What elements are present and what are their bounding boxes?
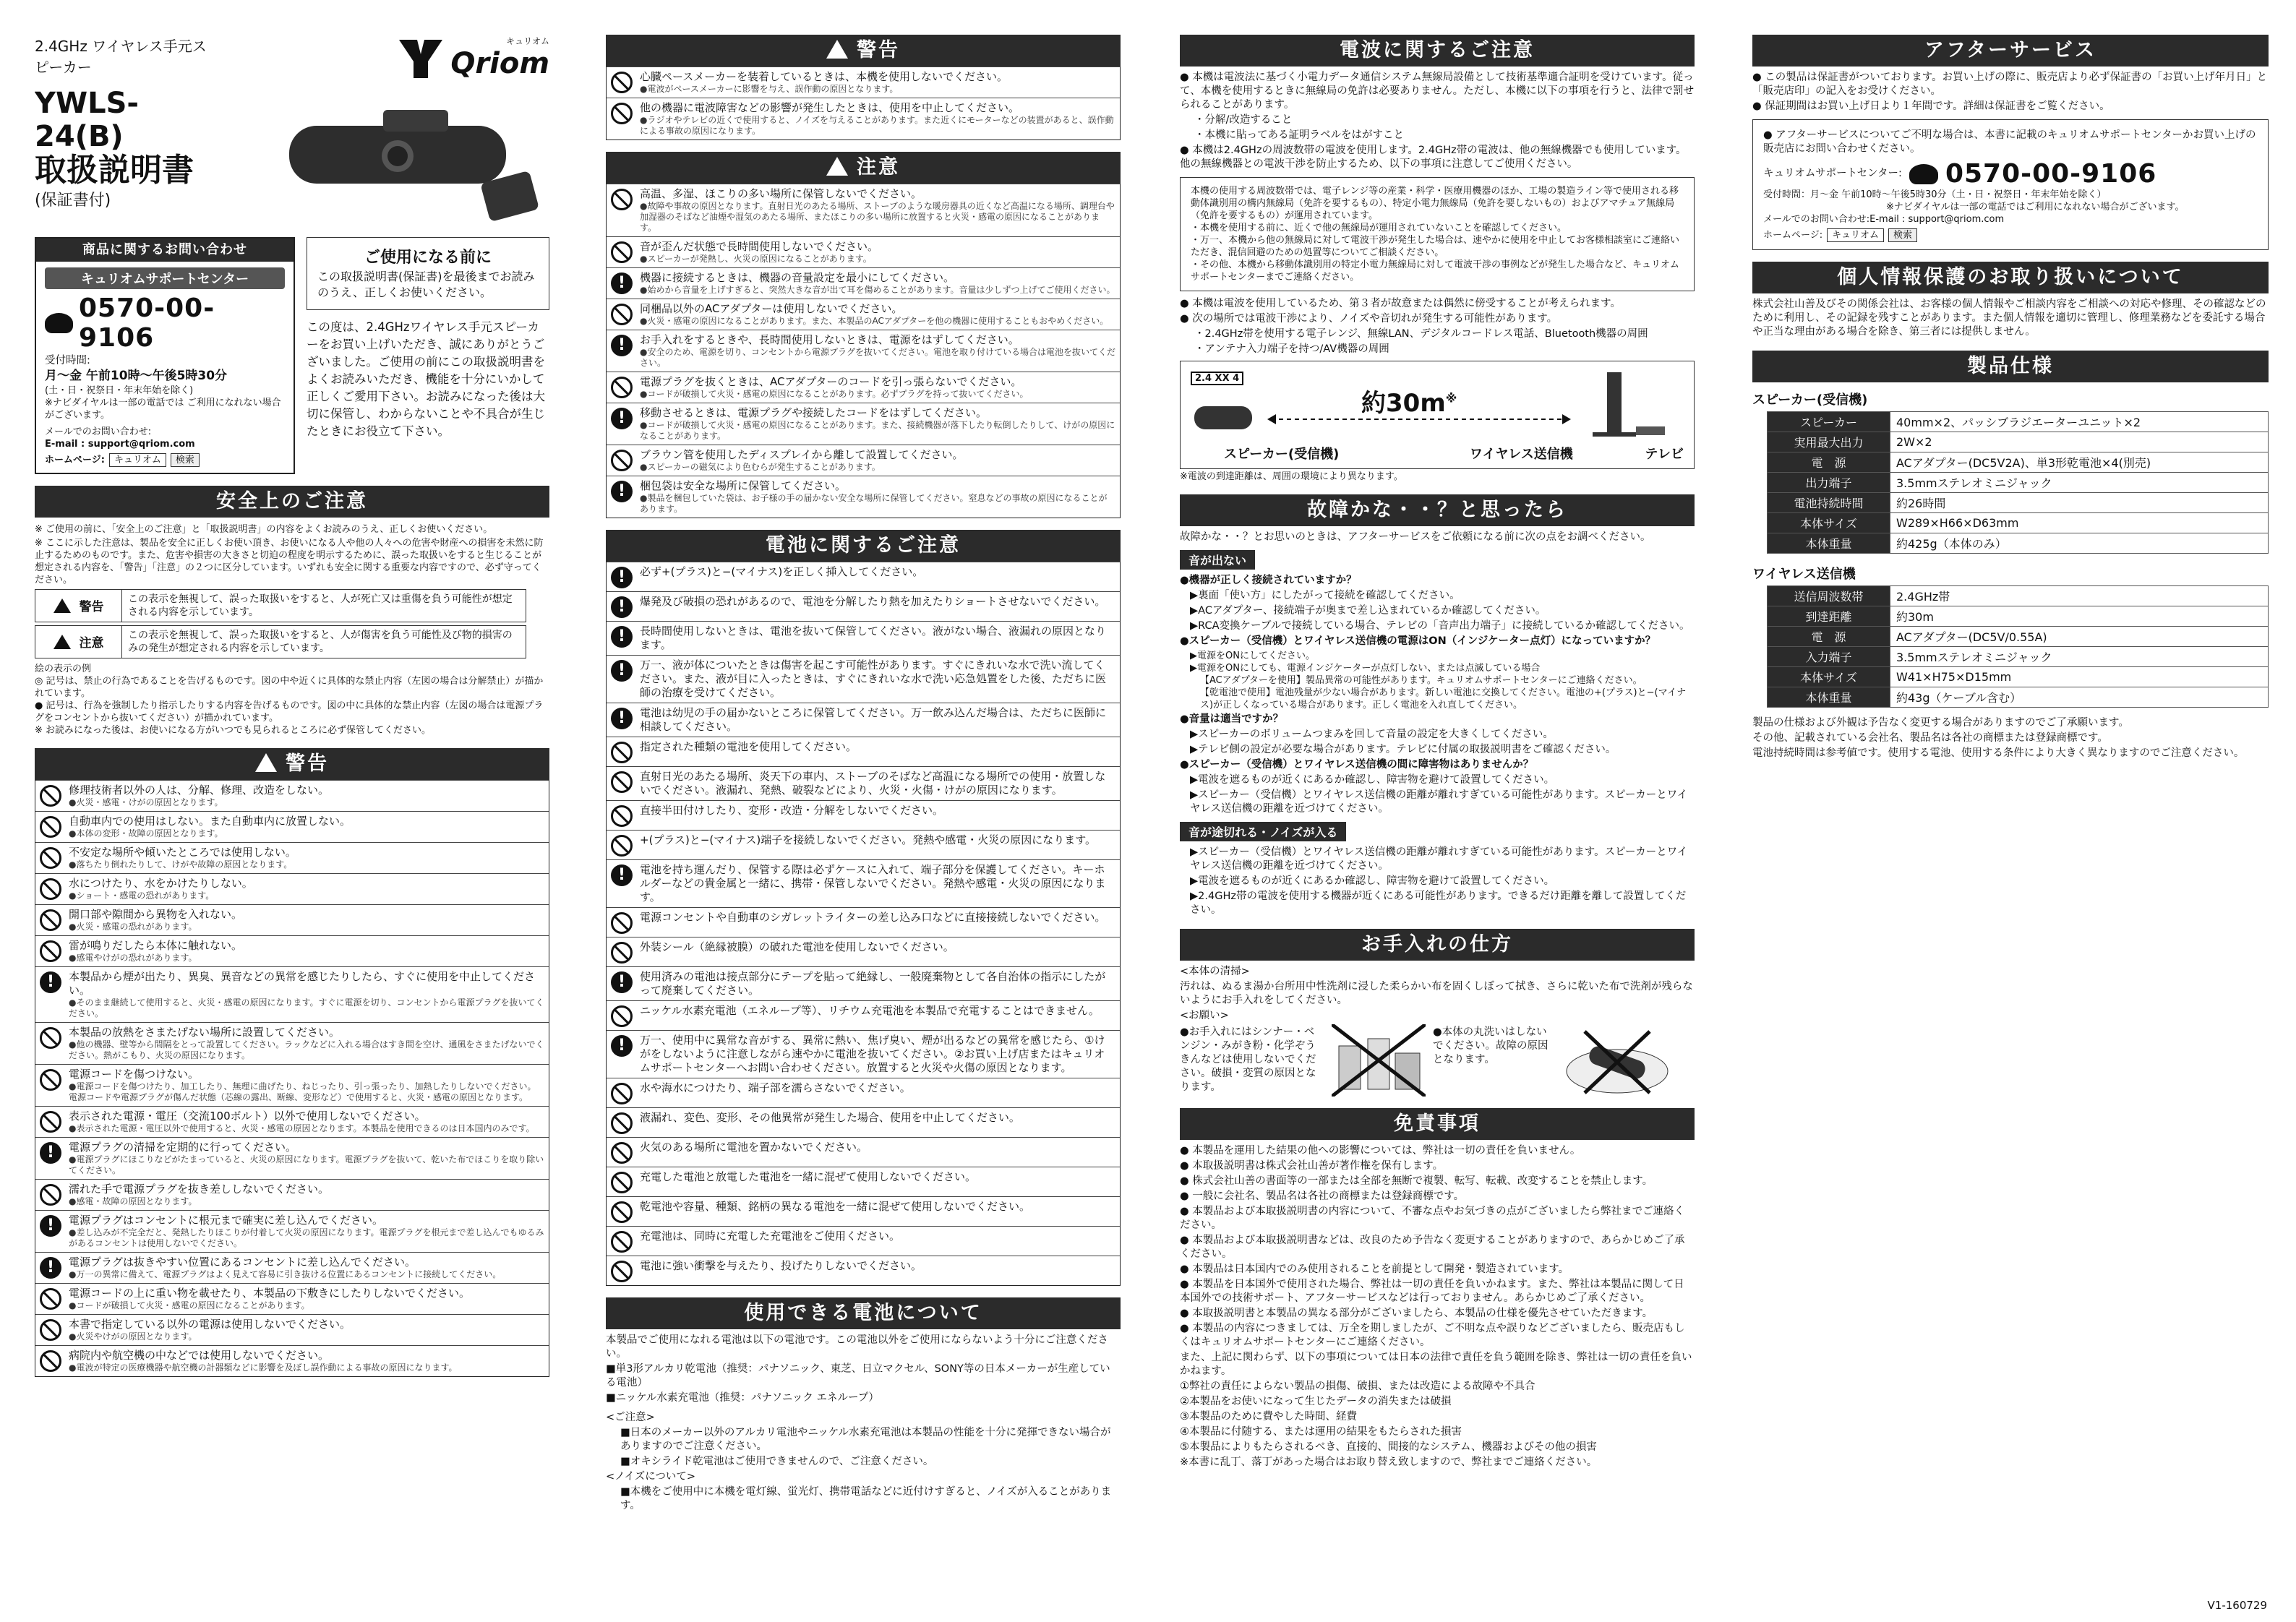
- homepage-search-field[interactable]: キュリオム: [1827, 228, 1884, 242]
- spec-row: [1768, 647, 2269, 667]
- spec-key: 電 源: [1768, 452, 1890, 473]
- warning1-item: [35, 1106, 549, 1137]
- transmitter-spec-table: [1767, 585, 2269, 708]
- item-detail: ●電波がペースメーカーに影響を与え、誤作動の原因となります。: [640, 84, 899, 94]
- spec-value: 3.5mmステレオミニジャック: [1890, 647, 2269, 667]
- caution-item: [607, 330, 1120, 372]
- disclaimer-item: ● 本製品を運用した結果の他への影響については、弊社は一切の責任を負いません。: [1180, 1145, 1581, 1157]
- battery_caution-item: [607, 737, 1120, 766]
- caution-item: [607, 184, 1120, 236]
- prohibited-icon: [611, 742, 633, 763]
- item-detail: ●表示された電源・電圧以外で使用すると、火災・感電の原因となります。本製品を使用できるのは日本国内のみです。: [69, 1123, 535, 1133]
- item-text: 直接半田付けしたり、変形・改造・分解をしないでください。: [640, 804, 944, 817]
- spec-row: [1768, 513, 2269, 533]
- instruction-icon: [611, 626, 633, 648]
- prohibited-icon: [611, 72, 633, 93]
- product-subtitle: 2.4GHz ワイヤレス手元スピーカー: [35, 38, 207, 76]
- instruction-icon: [40, 971, 61, 993]
- item-text: 外装シール（絶縁被膜）の破れた電池を使用しないでください。: [640, 940, 954, 953]
- caution-item: [607, 403, 1120, 445]
- battery_caution-item: [607, 859, 1120, 907]
- instruction-icon: [40, 1257, 61, 1279]
- spec-value: 2.4GHz帯: [1890, 586, 2269, 606]
- item-detail: ●電源コードを傷つけたり、加工したり、無理に曲げたり、ねじったり、引っ張ったり、加熱したりしないでください。電源コードや電源プラグが傷んだ状態（芯線の露出、断線、変形など）で使用すると、火災・感電の原因となります。: [69, 1081, 536, 1102]
- version-label: V1-160729: [2207, 1599, 2267, 1612]
- spec-value: 約43g（ケーブル含む）: [1890, 687, 2269, 708]
- item-detail: ●感電やけがの恐れがあります。: [69, 952, 197, 963]
- spec-value: W41×H75×D15mm: [1890, 667, 2269, 687]
- item-text: 爆発及び破損の恐れがあるので、電池を分解したり熱を加えたりショートさせないでください。: [640, 595, 1106, 608]
- battery_caution-item: [607, 1196, 1120, 1226]
- item-text: 不安定な場所や傾いたところでは使用しない。: [69, 845, 296, 859]
- item-text: 直射日光のあたる場所、炎天下の車内、ストーブのそばなど高温になる場所での使用・放置しないでください。液漏れ、発熱、破裂などにより、火災・火傷・けがの原因になります。: [640, 770, 1106, 797]
- item-text: 水や海水につけたり、端子部を濡らさないでください。: [640, 1081, 911, 1094]
- battery_caution-item: [607, 937, 1120, 966]
- item-text: 電池に強い衝撃を与えたり、投げたりしないでください。: [640, 1259, 922, 1272]
- prohibited-icon: [40, 1027, 61, 1049]
- item-text: 機器に接続するときは、機器の音量設定を最小にしてください。: [640, 271, 955, 284]
- item-text: 必ず+(プラス)と−(マイナス)を正しく挿入してください。: [640, 565, 924, 578]
- battery_caution-item: [607, 562, 1120, 591]
- warning1-item: [35, 1345, 549, 1376]
- item-text: 万一、使用中に異常な音がする、異常に熱い、焦げ臭い、煙が出るなどの異常を感じたら、①けがをしないように注意しながら速やかに電池を抜いてください。②お買い上げ店またはキュリオムサポートセンターへお問い合わせください。放置すると火災や火傷の原因となります。: [640, 1034, 1105, 1074]
- item-detail: ●電源プラグにほこりなどがたまっていると、火災の原因になります。電源プラグを抜いて、乾いた布でほこりを取り除いてください。: [69, 1154, 544, 1175]
- instruction-icon: [611, 596, 633, 618]
- prohibited-icon: [40, 816, 61, 838]
- item-detail: ●万一の異常に備えて、電源プラグはよく見えて容易に引き抜ける位置にあるコンセントに接続してください。: [69, 1269, 502, 1279]
- caution-level-row: 注意 この表示を無視して、誤った取扱いをすると、人が傷害を負う可能性及び物的損害のみの発生が想定される内容を示しています。: [35, 625, 526, 658]
- safety-heading: 安全上のご注意: [35, 486, 549, 518]
- disclaimer-item: ⑤本製品によりもたらされるべき、直接的、間接的なシステム、機器およびその他の損害: [1180, 1441, 1597, 1453]
- support-center-label: キュリオムサポートセンター: [45, 267, 285, 289]
- spec-value: 2W×2: [1890, 432, 2269, 452]
- prohibited-icon: [611, 1005, 633, 1027]
- after-service-contact-box: ● アフターサービスについてご不明な場合は、本書に記載のキュリオムサポートセンターかお買い上げの販売店にお問い合わせください。 キュリオムサポートセンター: 0570-00-9106 受付時間：月～金 午前10時～午後5時30分（土・日・祝祭日・年末年始を除く） ※ナビダイヤルは一部の電話ではご利用になれない場合がございます。 メールでのお問い合わせ:E-mail : support@qriom.com ホームページ: キュリオム 検索: [1752, 119, 2269, 250]
- column-4: アフターサービス ● この製品は保証書がついております。お買い上げの際に、販売店より必ず保証書の「お買い上げ年月日」と「販売店印」の記入をお受けください。 ● 保証期間はお買い上げ日より１年間です。詳細は保証書をご覧ください。 ● アフターサービスについてご不明な場合は、本書に記載のキュリオムサポートセンターかお買い上げの販売店にお問い合わせください。 キュリオムサポートセンター: 0570-00-9106 受付時間：月～金 午前10時～午後5時30分（土・日・祝祭日・年末年始を除く） ※ナビダイヤルは一部の電話ではご利用になれない場合がございます。 メールでのお問い合わせ:E-mail : support@qriom.com ホームページ: キュリオム 検索 個人情報保護のお取り扱いについて 株式会社山善及びその関係会社は、お客様の個人情報やご相談内容をご相談への対応や修理、その確認などのために利用し、その記録を残すことがあります。また個人情報を適切に管理し、修理業務などを委託する場合や正当な理由がある場合を除き、第三者には提供しません。 製品仕様 スピーカー(受信機) スピーカー 40mm×2、パッシブラジエーターユニット×2 実用最大出力 2W×2 電 源 ACアダプター(DC5V2A)、単3形乾電池×4(別売) 出力端子 3.5mmステレオミニジャック 電池持続時間 約26時間 本体サイズ W289×H66×D63mm 本体重量 約425g（本体のみ） ワイヤレス送信機 送信周波数帯 2.4GHz帯 到達距離 約30m 電 源 ACアダプター(DC5V/0.55A) 入力端子 3.5mmステレオミニジャック 本体サイズ W41×H75×D15mm 本体重量 約43g（ケーブル含む） 製品の仕様および外観は予告なく変更する場合がありますのでご了承願います。 その他、記載されている会社名、製品名は各社の商標または登録商標です。 電池持続時間は参考値です。使用する電池、使用する条件により大きく異なりますのでご注意ください。: [1752, 35, 2269, 1593]
- prohibited-icon: [611, 1142, 633, 1164]
- prohibited-icon: [40, 878, 61, 900]
- prohibited-icon: [40, 1069, 61, 1091]
- spec-value: 約26時間: [1890, 493, 2269, 513]
- item-text: 開口部や隙間から異物を入れない。: [69, 907, 243, 921]
- prohibited-icon: [40, 1350, 61, 1372]
- speaker-spec-table: [1767, 411, 2269, 554]
- warning-list-2: [606, 66, 1121, 140]
- warning1-item: [35, 1314, 549, 1345]
- item-detail: ●感電・故障の原因となります。: [69, 1196, 197, 1206]
- item-text: 電源プラグの清掃を定期的に行ってください。: [69, 1140, 297, 1154]
- battery_caution-item: [607, 800, 1120, 830]
- radio-heading: 電波に関するご注意: [1180, 35, 1695, 66]
- item-text: 使用済みの電池は接点部分にテープを貼って絶縁し、一般廃棄物として各自治体の指示にしたがって廃棄してください。: [640, 970, 1106, 997]
- prohibited-icon: [40, 785, 61, 807]
- item-text: 電源コードの上に重い物を載せたり、本製品の下敷きにしたりしないでください。: [69, 1286, 471, 1300]
- warning1-item: [35, 1210, 549, 1252]
- prohibited-icon: [611, 1201, 633, 1223]
- prohibited-icon: [611, 1231, 633, 1253]
- item-detail: ●コードが破損して火災・感電の原因になることがあります。また、接続機器が落下したり転倒したりして、けがの原因になることがあります。: [640, 420, 1115, 441]
- item-detail: ●スピーカーが発熱し、火災の原因になることがあります。: [640, 254, 872, 264]
- spec-key: 本体重量: [1768, 687, 1890, 708]
- spec-value: W289×H66×D63mm: [1890, 513, 2269, 533]
- spec-row: [1768, 606, 2269, 627]
- item-detail: ●始めから音量を上げすぎると、突然大きな音が出て耳を傷めることがあります。音量は少しずつ上げてご使用ください。: [640, 285, 1115, 295]
- instruction-icon: [40, 1142, 61, 1164]
- prohibited-icon: [611, 304, 633, 325]
- battery_caution-item: [607, 703, 1120, 737]
- item-text: 万一、液が体についたときは傷害を起こす可能性があります。すぐにきれいな水で洗い流してください。また、液が目に入ったときは、すぐにきれいな水で洗い応急処置をした後、ただちに医師の治療を受けてください。: [640, 658, 1107, 699]
- item-text: 雷が鳴りだしたら本体に触れない。: [69, 938, 243, 952]
- warning1-item: [35, 811, 549, 842]
- spec-key: 本体サイズ: [1768, 667, 1890, 687]
- search-button[interactable]: 検索: [171, 453, 200, 467]
- instruction-icon: [611, 408, 633, 429]
- specs-heading: 製品仕様: [1752, 351, 2269, 382]
- battery_caution-item: [607, 1226, 1120, 1256]
- warning1-item: [35, 1137, 549, 1179]
- column-3: 電波に関するご注意 ● 本機は電波法に基づく小電力データ通信システム無線局設備として技術基準適合証明を受けています。従って、本機を使用するときに無線局の免許は必要ありません。ただし、本機に以下の事項を行うと、法律で罰せられることがあります。 ・分解/改造すること ・本機に貼ってある証明ラベルをはがすこと ● 本機は2.4GHzの周波数帯の電波を使用します。2.4GHz帯の電波は、他の無線機器でも使用しています。他の無線機器との電波干渉を防止するため、以下の事項に注意してご使用ください。 本機の使用する周波数帯では、電子レンジ等の産業・科学・医療用機器のほか、工場の製造ライン等で使用される移動体識別用の構内無線局（免許を要するもの）、特定小電力無線局（免許を要しないもの）およびアマチュア無線局（免許を要するもの）が運用されています。 ・本機を使用する前に、近くで他の無線局が運用されていないことを確認してください。 ・万一、本機から他の無線局に対して電波干渉が発生した場合は、速やかに使用を中止してお客様相談室にご連絡いただき、混信回避のための処置等についてご相談ください。 ・その他、本機から移動体識別用の特定小電力無線局に対して電波干渉の事例などが発生した場合など、キュリオムサポートセンターまでご連絡ください。 ● 本機は電波を使用しているため、第３者が故意または偶然に傍受することが考えられます。 ● 次の場所では電波干渉により、ノイズや音切れが発生する可能性があります。 ・2.4GHz帯を使用する電子レンジ、無線LAN、デジタルコードレス電話、Bluetooth機器の周囲 ・アンテナ入力端子を持つ/AV機器の周囲 2.4 XX 4 約30m※ スピーカー(受信機) ワイヤレス送信機 テレビ ※電波の到達距離は、周囲の環境により異なります。 故障かな・・？と思ったら 故障かな・・？とお思いのときは、アフターサービスをご依頼になる前に次の点をお調べください。 音が出ない ●機器が正しく接続されていますか？ ▶裏面「使い方」にしたがって接続を確認してください。 ▶ACアダプター、接続端子が奥まで差し込まれているか確認してください。 ▶RCA変換ケーブルで接続している場合、テレビの「音声出力端子」に接続しているか確認してください。 ●スピーカー（受信機）とワイヤレス送信機の電源はON（インジケーター点灯）になっていますか？ ▶電源をONにしてください。 ▶電源をONにしても、電源インジケーターが点灯しない、または点滅している場合 【ACアダプターを使用】製品異常の可能性があります。キュリオムサポートセンターにご連絡ください。 【乾電池で使用】電池残量が少ない場合があります。新しい電池に交換してください。電池の+(プラス)と−(マイナス)が正しくなっている場合があります。正しく電池を入れ直してください。 ●音量は適当ですか？ ▶スピーカーのボリュームつまみを回して音量の設定を大きくしてください。 ▶テレビ側の設定が必要な場合があります。テレビに付属の取扱説明書をご確認ください。 ●スピーカー（受信機）とワイヤレス送信機の間に障害物はありませんか？ ▶電波を遮るものが近くにあるか確認し、障害物を避けて設置してください。 ▶スピーカー（受信機）とワイヤレス送信機の距離が離れすぎている可能性があります。スピーカーとワイヤレス送信機の距離を近づけてください。 音が途切れる・ノイズが入る ▶スピーカー（受信機）とワイヤレス送信機の距離が離れすぎている可能性があります。スピーカーとワイヤレス送信機の距離を近づけてください。 ▶電波を遮るものが近くにあるか確認し、障害物を避けて設置してください。 ▶2.4GHz帯の電波を使用する機器が近くにある可能性があります。できるだけ距離を離して設置してください。 お手入れの仕方 <本体の清掃> 汚れは、ぬるま湯か台所用中性洗剤に浸した柔らかい布を固くしぼって拭き、さらに乾いた布で洗剤が残らないようにお手入れをしてください。 <お願い> ●お手入れにはシンナー・ベンジン・みがき粉・化学ぞうきんなどは使用しないでください。破損・変質の原因となります。 ●本体の丸洗いはしないでください。故障の原因となります。 免責事項 ● 本製品を運用した結果の他への影響については、弊社は一切の責任を負いません。 ● 本取扱説明書は株式会社山善が著作権を保有します。 ● 株式会社山善の書面等の一部または全部を無断で複製、転写、転載、改変することを禁止します。 ● 一般に会社名、製品名は各社の商標または登録商標です。 ● 本製品および本取扱説明書の内容について、不審な点やお気づきの点がございましたら弊社までご連絡ください。 ● 本製品および本取扱説明書などは、改良のため予告なく変更することがありますので、あらかじめご了承ください。 ● 本製品は日本国内でのみ使用されることを前提として開発・製造されています。 ● 本製品を日本国外で使用された場合、弊社は一切の責任を負いかねます。また、弊社は本製品に関して日本国外での技術サポート、アフターサービスなどは行っておりません。あらかじめご了承ください。 ● 本取扱説明書と本製品の異なる部分がございましたら、本製品の仕様を優先させていただきます。 ● 本製品の内容につきましては、万全を期しましたが、ご不明な点や誤りなどございましたら、販売店もしくはキュリオムサポートセンターにご連絡ください。 また、上記に関わらず、以下の事項については日本の法律で責任を負う範囲を除き、弊社は一切の責任を負いかねます。 ①弊社の責任によらない製品の損傷、破損、または改造による故障や不具合 ②本製品をお使いになって生じたデータの消失または破損 ③本製品のために費やした時間、経費 ④本製品に付随する、または運用の結果をもたらされた損害 ⑤本製品によりもたらされるべき、直接的、間接的なシステム、機器およびその他の損害 ※本書に乱丁、落丁があった場合はお取り替え致しますので、弊社までご連絡ください。: [1180, 35, 1695, 1593]
- item-text: 移動させるときは、電源プラグや接続したコードをはずしてください。: [640, 406, 988, 419]
- battery_caution-item: [607, 621, 1120, 655]
- instruction-icon: [611, 708, 633, 729]
- prohibited-icon: [611, 942, 633, 964]
- battery_caution-item: [607, 1030, 1120, 1078]
- trouble-heading: 故障かな・・？と思ったら: [1180, 494, 1695, 526]
- disclaimer-item: ● 本製品の内容につきましては、万全を期しましたが、ご不明な点や誤りなどございましたら、販売店もしくはキュリオムサポートセンターにご連絡ください。: [1180, 1323, 1685, 1348]
- warning1-item: [35, 1179, 549, 1210]
- prohibited-icon: [611, 1172, 633, 1193]
- warning1-item: [35, 966, 549, 1022]
- prohibited-icon: [611, 450, 633, 471]
- battery_caution-item: [607, 966, 1120, 1000]
- disclaimer-item: ● 一般に会社名、製品名は各社の商標または登録商標です。: [1180, 1190, 1465, 1202]
- warning1-item: [35, 842, 549, 873]
- prohibited-icon: [40, 847, 61, 869]
- instruction-icon: [611, 1035, 633, 1057]
- item-detail: ●火災・感電・けがの原因となります。: [69, 797, 223, 807]
- spec-key: 電 源: [1768, 627, 1890, 647]
- item-text: 本製品の放熱をさまたげない場所に設置してください。: [69, 1025, 340, 1039]
- warning-heading-1: 警告: [35, 748, 549, 780]
- item-text: 自動車内での使用はしない。また自動車内に放置しない。: [69, 814, 351, 828]
- item-text: 火気のある場所に電池を置かないでください。: [640, 1141, 868, 1154]
- item-text: 本製品から煙が出たり、異臭、異音などの異常を感じたりしたら、すぐに使用を中止してください。: [69, 969, 536, 997]
- spec-row: [1768, 412, 2269, 432]
- item-detail: ●火災・感電の恐れがあります。: [69, 921, 197, 932]
- battery_caution-item: [607, 1137, 1120, 1167]
- item-text: 電池を持ち運んだり、保管する際は必ずケースに入れて、端子部分を保護してください。キーホルダーなどの貴金属と一緒に、携帯・保管しないでください。発熱や感電・火災の原因になります。: [640, 863, 1106, 904]
- battery-caution-list: [606, 562, 1121, 1286]
- warning-heading-2: 警告: [606, 35, 1121, 66]
- battery_caution-item: [607, 1256, 1120, 1285]
- spec-key: 到達距離: [1768, 606, 1890, 627]
- item-text: 音が歪んだ状態で長時間使用しないでください。: [640, 240, 879, 253]
- item-detail: ●火災やけがの原因となります。: [69, 1331, 197, 1342]
- caution-item: [607, 299, 1120, 330]
- greeting-text: この度は、2.4GHzワイヤレス手元スピーカーをお買い上げいただき、誠にありがとうございました。ご使用の前にこの取扱説明書をよくお読みいただき、機能を十分にいかして正しくご愛用下さい。お読みになった後は大切に保管し、わからないことや不具合が生じたときにお役立て下さい。: [307, 319, 545, 438]
- prohibited-icon: [611, 1083, 633, 1104]
- warning1-item: [35, 935, 549, 966]
- brand-mark-icon: [395, 36, 446, 80]
- item-text: 充電した電池と放電した電池を一緒に混ぜて使用しないでください。: [640, 1170, 977, 1183]
- range-diagram: 2.4 XX 4 約30m※ スピーカー(受信機) ワイヤレス送信機 テレビ: [1180, 361, 1695, 469]
- spec-value: 約425g（本体のみ）: [1890, 533, 2269, 554]
- item-detail: ●そのまま継続して使用すると、火災・感電の原因になります。すぐに電源を切り、コンセントから電源プラグを抜いてください。: [69, 997, 544, 1018]
- caution-icon: [53, 635, 71, 649]
- item-text: 他の機器に電波障害などの影響が発生したときは、使用を中止してください。: [640, 101, 1020, 114]
- search-button[interactable]: 検索: [1888, 228, 1917, 242]
- navi-dial-icon: [1909, 164, 1938, 184]
- prohibited-icon: [611, 805, 633, 827]
- item-detail: ●本体の変形・故障の原因となります。: [69, 828, 223, 838]
- item-text: 電源プラグはコンセントに根元まで確実に差し込んでください。: [69, 1213, 384, 1227]
- warning-icon: [255, 753, 277, 772]
- item-text: 長時間使用しないときは、電池を抜いて保管してください。液がない場合、液漏れの原因となります。: [640, 625, 1107, 651]
- disclaimer-item: ● 本製品および本取扱説明書の内容について、不審な点やお気づきの点がございましたら弊社までご連絡ください。: [1180, 1206, 1685, 1231]
- before-use-box: ご使用になる前に この取扱説明書(保証書)を最後までお読みのうえ、正しくお使いください。: [307, 237, 549, 310]
- disclaimer-list: [1180, 1144, 1695, 1469]
- prohibited-icon: [611, 189, 633, 210]
- spec-row: [1768, 667, 2269, 687]
- item-text: 乾電池や容量、種類、銘柄の異なる電池を一緒に混ぜて使用しないでください。: [640, 1200, 1031, 1213]
- speaker-icon: [1191, 399, 1256, 435]
- tv-icon: [1585, 369, 1672, 441]
- spec-value: ACアダプター(DC5V/0.55A): [1890, 627, 2269, 647]
- item-text: 梱包袋は安全な場所に保管してください。: [640, 479, 847, 492]
- item-text: 電源コードを傷つけない。: [69, 1067, 200, 1081]
- model-number: YWLS-24(B): [35, 87, 139, 153]
- warning1-item: [35, 873, 549, 904]
- warning-level-row: 警告 この表示を無視して、誤った取扱いをすると、人が死亡又は重傷を負う可能性が想定される内容を示しています。: [35, 589, 526, 622]
- warranty-note: (保証書付): [35, 192, 111, 210]
- battery_caution-item: [607, 591, 1120, 621]
- item-text: 指定された種類の電池を使用してください。: [640, 740, 857, 753]
- spec-row: [1768, 627, 2269, 647]
- prohibited-icon: [40, 1184, 61, 1206]
- prohibited-icon: [611, 377, 633, 398]
- column-1: 2.4GHz ワイヤレス手元スピーカー YWLS-24(B) 取扱説明書 (保証書付) キュリオム Qriom 商品に関するお問い合わせ キュリオムサポートセンター 0570-00-9106 受付時間: 月～金 午前10時～午後5時30分 (土・日・祝祭日・年末年始を除く) ※ナビダイヤルは一部の電話では ご利用になれない場合がございます。 メールでのお問い合わせ: E-mail : support@qriom.com ホームページ: キュリオム 検索 ご使用になる前に この取扱説明書(保証書)を最後までお読みのうえ、正しくお使いください。 この度は、2.4GHzワイヤレス手元スピーカーをお買い上げいただき、誠にありがとうございました。ご使用の前にこの取扱説明書をよくお読みいただき、機能を十分にいかして正しくご愛用下さい。お読みになった後は大切に保管し、わからないことや不具合が生じたときにお役立て下さい。 安全上のご注意 ※ ご使用の前に、「安全上のご注意」と「取扱説明書」の内容をよくお読みのうえ、正しくお使いください。 ※ ここに示した注意は、製品を安全に正しくお使い頂き、お使いになる人や他の人々への危害や財産への損害を未然に防止するためのものです。また、危害や損害の大きさと切迫の程度を明示するために、誤った取扱いをすると生じることが想定される内容を、「警告」「注意」の２つに区分しています。いずれも安全に関する重要な内容ですので、必ず守ってください。 警告 この表示を無視して、誤った取扱いをすると、人が死亡又は重傷を負う可能性が想定される内容を示しています。 注意 この表示を無視して、誤った取扱いをすると、人が傷害を負う可能性及び物的損害のみの発生が想定される内容を示しています。 絵の表示の例 ◎ 記号は、禁止の行為であることを告げるものです。図の中や近くに具体的な禁止内容（左図の場合は分解禁止）が描かれています。 ● 記号は、行為を強制したり指示したりする内容を告げるものです。図の中に具体的な禁止内容（左図の場合は電源プラグをコンセントから抜いてください）が描かれています。 ※ お読みになった後は、お使いになる方がいつでも見られるところに必ず保管してください。 警告 修理技術者以外の人は、分解、修理、改造をしない。 ●火災・感電・けがの原因となります。 自動車内での使用はしない。また自動車内に放置しない。 ●本体の変形・故障の原因となります。 不安定な場所や傾いたところでは使用しない。 ●落ちたり倒れたりして、けがや故障の原因となります。 水につけたり、水をかけたりしない。 ●ショート・感電の恐れがあります。 開口部や隙間から異物を入れない。 ●火災・感電の恐れがあります。 雷が鳴りだしたら本体に触れない。 ●感電やけがの恐れがあります。 ! 本製品から煙が出たり、異臭、異音などの異常を感じたりしたら、すぐに使用を中止してください。 ●そのまま継続して使用すると、火災・感電の原因になります。すぐに電源を切り、コンセントから電源プラグを抜いてください。 本製品の放熱をさまたげない場所に設置してください。 ●他の機器、壁等から間隔をとって設置してください。ラックなどに入れる場合はすき間を空け、通風をさまたげないでください。熱がこもり、火災の原因になります。 電源コードを傷つけない。 ●電源コードを傷つけたり、加工したり、無理に曲げたり、ねじったり、引っ張ったり、加熱したりしないでください。電源コードや電源プラグが傷んだ状態（芯線の露出、断線、変形など）で使用すると、火災・感電の原因となります。 表示された電源・電圧（交流100ボルト）以外で使用しないでください。 ●表示された電源・電圧以外で使用すると、火災・感電の原因となります。本製品を使用できるのは日本国内のみです。 ! 電源プラグの清掃を定期的に行ってください。 ●電源プラグにほこりなどがたまっていると、火災の原因になります。電源プラグを抜いて、乾いた布でほこりを取り除いてください。 濡れた手で電源プラグを抜き差ししないでください。 ●感電・故障の原因となります。 ! 電源プラグはコンセントに根元まで確実に差し込んでください。 ●差し込みが不完全だと、発熱したりほこりが付着して火災の原因になります。電源プラグを根元まで差し込んでもゆるみがあるコンセントは使用しないでください。 ! 電源プラグは抜きやすい位置にあるコンセントに差し込んでください。 ●万一の異常に備えて、電源プラグはよく見えて容易に引き抜ける位置にあるコンセントに接続してください。 電源コードの上に重い物を載せたり、本製品の下敷きにしたりしないでください。 ●コードが破損して火災・感電の原因になることがあります。 本書で指定している以外の電源は使用しないでください。 ●火災やけがの原因となります。 病院内や航空機の中などでは使用しないでください。 ●電波が特定の医療機器や航空機の計器類などに影響を及ぼし誤作動による事故の原因になります。: [35, 35, 549, 1593]
- spec-key: 入力端子: [1768, 647, 1890, 667]
- caution-item: [607, 267, 1120, 299]
- range-distance: 約30m※: [1361, 389, 1457, 418]
- item-detail: ●ショート・感電の恐れがあります。: [69, 890, 215, 901]
- spec-value: ACアダプター(DC5V2A)、単3形乾電池×4(別売): [1890, 452, 2269, 473]
- after-service-email[interactable]: メールでのお問い合わせ:E-mail : support@qriom.com: [1763, 214, 2005, 225]
- item-text: お手入れをするときや、長時間使用しないときは、電源をはずしてください。: [640, 333, 1019, 346]
- caution-item: [607, 445, 1120, 476]
- contact-box: 商品に関するお問い合わせ キュリオムサポートセンター 0570-00-9106 受付時間: 月～金 午前10時～午後5時30分 (土・日・祝祭日・年末年始を除く) ※ナビダイヤルは一部の電話では ご利用になれない場合がございます。 メールでのお問い合わせ: E-mail : support@qriom.com ホームページ: キュリオム 検索: [35, 237, 295, 474]
- spec-key: 本体重量: [1768, 533, 1890, 554]
- after-service-heading: アフターサービス: [1752, 35, 2269, 66]
- instruction-icon: [611, 273, 633, 294]
- item-detail: ●他の機器、壁等から間隔をとって設置してください。ラックなどに入れる場合はすき間を空け、通風をさまたげないでください。熱がこもり、火災の原因になります。: [69, 1039, 544, 1060]
- freq-label: 2.4 XX 4: [1191, 372, 1243, 385]
- prohibited-icon: [40, 1319, 61, 1341]
- spec-row: [1768, 432, 2269, 452]
- battery-caution-heading: 電池に関するご注意: [606, 530, 1121, 562]
- cleaning-chemicals-icon: [1332, 1024, 1426, 1097]
- after-service-phone: 0570-00-9106: [1945, 159, 2157, 189]
- prohibited-icon: [611, 835, 633, 857]
- disclaimer-item: ※本書に乱丁、落丁があった場合はお取り替え致しますので、弊社までご連絡ください。: [1180, 1456, 1598, 1468]
- spec-value: 3.5mmステレオミニジャック: [1890, 473, 2269, 493]
- support-phone: 0570-00-9106: [78, 293, 215, 353]
- instruction-icon: [40, 1215, 61, 1237]
- prohibited-icon: [611, 1261, 633, 1282]
- prohibited-icon: [611, 241, 633, 263]
- battery_caution-item: [607, 907, 1120, 937]
- prohibited-icon: [40, 909, 61, 931]
- spec-value: 約30m: [1890, 606, 2269, 627]
- item-detail: ●差し込みが不完全だと、発熱したりほこりが付着して火災の原因になります。電源プラグを根元まで差し込んでもゆるみがあるコンセントは使用しないでください。: [69, 1227, 544, 1248]
- prohibited-icon: [40, 1288, 61, 1310]
- prohibited-icon: [611, 103, 633, 124]
- prohibited-icon: [40, 1111, 61, 1133]
- item-text: ニッケル水素充電池（エネループ等）、リチウム充電池を本製品で充電することはできません。: [640, 1004, 1100, 1017]
- care-heading: お手入れの仕方: [1180, 929, 1695, 961]
- disclaimer-item: ● 本取扱説明書は株式会社山善が著作権を保有します。: [1180, 1160, 1444, 1172]
- disclaimer-item: ①弊社の責任によらない製品の損傷、破損、または改造による故障や不具合: [1180, 1381, 1535, 1392]
- item-text: 電源プラグを抜くときは、ACアダプターのコードを引っ張らないでください。: [640, 375, 1022, 388]
- disclaimer-item: ③本製品のために費やした時間、経費: [1180, 1411, 1357, 1423]
- item-detail: ●安全のため、電源を切り、コンセントから電源プラグを抜いてください。電池を取り付けている場合は電池を抜いてください。: [640, 347, 1115, 368]
- caution-item: [607, 236, 1120, 267]
- disclaimer-item: また、上記に関わらず、以下の事項については日本の法律で責任を負う範囲を除き、弊社は一切の責任を負いかねます。: [1180, 1352, 1692, 1377]
- battery_caution-item: [607, 655, 1120, 703]
- homepage-search-field[interactable]: キュリオム: [109, 453, 166, 467]
- battery_caution-item: [607, 1000, 1120, 1030]
- item-text: 濡れた手で電源プラグを抜き差ししないでください。: [69, 1182, 330, 1196]
- spec-key: 実用最大出力: [1768, 432, 1890, 452]
- spec-row: [1768, 493, 2269, 513]
- instruction-icon: [611, 481, 633, 502]
- instruction-icon: [611, 864, 633, 886]
- warning2-item: [607, 66, 1120, 98]
- item-detail: ●電波が特定の医療機器や航空機の計器類などに影響を及ぼし誤作動による事故の原因になります。: [69, 1362, 458, 1373]
- battery_caution-item: [607, 1167, 1120, 1196]
- warning1-item: [35, 1064, 549, 1106]
- item-text: 電源コンセントや自動車のシガレットライターの差し込み口などに直接接続しないでください。: [640, 911, 1106, 924]
- privacy-heading: 個人情報保護のお取り扱いについて: [1752, 262, 2269, 293]
- disclaimer-item: ● 本取扱説明書と本製品の異なる部分がございましたら、本製品の仕様を優先させていただきます。: [1180, 1308, 1653, 1319]
- battery_caution-item: [607, 830, 1120, 859]
- caution-item: [607, 372, 1120, 403]
- brand-logo: キュリオム Qriom: [395, 35, 549, 80]
- prohibited-icon: [611, 912, 633, 934]
- item-detail: ●故障や事故の原因となります。直射日光のあたる場所、ストーブのような暖房器具の近くなど高温になる場所、調理台や加湿器のそばなど油煙や湿気のあたる場所、またほこりの多い場所に放置すると火災・感電の原因になることがあります。: [640, 201, 1115, 233]
- warning1-item: [35, 1252, 549, 1283]
- range-arrow: [1267, 412, 1571, 426]
- product-image: [275, 82, 549, 227]
- warning1-item: [35, 1022, 549, 1064]
- spec-key: 出力端子: [1768, 473, 1890, 493]
- warning1-item: [35, 904, 549, 935]
- item-text: 修理技術者以外の人は、分解、修理、改造をしない。: [69, 783, 330, 797]
- page-title: 取扱説明書: [35, 152, 194, 189]
- item-text: ブラウン管を使用したディスプレイから離して設置してください。: [640, 448, 964, 461]
- radio-interference-box: 本機の使用する周波数帯では、電子レンジ等の産業・科学・医療用機器のほか、工場の製造ライン等で使用される移動体識別用の構内無線局（免許を要するもの）、特定小電力無線局（免許を要しないもの）およびアマチュア無線局（免許を要するもの）が運用されています。 ・本機を使用する前に、近くで他の無線局が運用されていないことを確認してください。 ・万一、本機から他の無線局に対して電波干渉が発生した場合は、速やかに使用を中止してお客様相談室にご連絡いただき、混信回避のための処置等についてご相談ください。 ・その他、本機から移動体識別用の特定小電力無線局に対して電波干渉の事例などが発生した場合など、キュリオムサポートセンターまでご連絡ください。: [1180, 177, 1695, 291]
- warning1-item: [35, 1283, 549, 1314]
- spec-row: [1768, 533, 2269, 554]
- navi-dial-icon: [45, 313, 73, 333]
- support-email[interactable]: E-mail : support@qriom.com: [45, 438, 195, 450]
- spec-key: 電池持続時間: [1768, 493, 1890, 513]
- item-detail: ●コードが破損して火災・感電の原因になることがあります。必ずプラグを持って抜いてください。: [640, 389, 1029, 399]
- warning-list-1: [35, 780, 549, 1377]
- item-text: 水につけたり、水をかけたりしない。: [69, 876, 253, 890]
- caution-list: [606, 184, 1121, 518]
- caution-item: [607, 476, 1120, 518]
- item-text: 同梱品以外のACアダプターは使用しないでください。: [640, 302, 903, 315]
- item-text: 心臓ペースメーカーを装着しているときは、本機を使用しないでください。: [640, 70, 1008, 83]
- spec-key: 送信周波数帯: [1768, 586, 1890, 606]
- instruction-icon: [611, 660, 633, 682]
- disclaimer-item: ④本製品に付随する、または運用の結果をもたらされた損害: [1180, 1426, 1462, 1438]
- battery_caution-item: [607, 766, 1120, 800]
- spec-row: [1768, 586, 2269, 606]
- disclaimer-item: ● 本製品は日本国内でのみ使用されることを前提として開発・製造されています。: [1180, 1263, 1569, 1275]
- item-detail: ●製品を梱包していた袋は、お子様の手の届かない安全な場所に保管してください。窒息などの事故の原因になることがあります。: [640, 493, 1108, 514]
- item-detail: ●落ちたり倒れたりして、けがや故障の原因となります。: [69, 859, 293, 870]
- item-text: +(プラス)と−(マイナス)端子を接続しないでください。発熱や感電・火災の原因になります。: [640, 833, 1096, 846]
- spec-row: [1768, 452, 2269, 473]
- usable-battery-heading: 使用できる電池について: [606, 1297, 1121, 1329]
- warning1-item: [35, 780, 549, 811]
- spec-key: スピーカー: [1768, 412, 1890, 432]
- warning-icon: [53, 598, 71, 613]
- item-text: 電池は幼児の手の届かないところに保管してください。万一飲み込んだ場合は、ただちに医師に相談してください。: [640, 706, 1107, 733]
- spec-key: 本体サイズ: [1768, 513, 1890, 533]
- header: [35, 35, 549, 230]
- prohibited-icon: [40, 940, 61, 962]
- disclaimer-item: ②本製品をお使いになって生じたデータの消失または破損: [1180, 1396, 1452, 1407]
- item-text: 充電池は、同時に充電した充電池をご使用ください。: [640, 1230, 901, 1243]
- battery_caution-item: [607, 1107, 1120, 1137]
- disclaimer-item: ● 本製品および本取扱説明書などは、改良のため予告なく変更することがありますので、あらかじめご了承ください。: [1180, 1235, 1685, 1260]
- item-detail: ●コードが破損して火災・感電の原因になることがあります。: [69, 1300, 310, 1310]
- spec-value: 40mm×2、パッシブラジエーターユニット×2: [1890, 412, 2269, 432]
- prohibited-icon: [611, 771, 633, 793]
- battery_caution-item: [607, 1078, 1120, 1107]
- instruction-icon: [611, 335, 633, 356]
- item-text: 病院内や航空機の中などでは使用しないでください。: [69, 1348, 330, 1362]
- warning2-item: [607, 98, 1120, 140]
- item-detail: ●ラジオやテレビの近くで使用すると、ノイズを与えることがあります。また近くにモーターなどの装置があると、誤作動による事故の原因になります。: [640, 115, 1114, 136]
- item-detail: ●スピーカーの磁気により色むらが発生することがあります。: [640, 462, 881, 472]
- item-text: 表示された電源・電圧（交流100ボルト）以外で使用しないでください。: [69, 1109, 426, 1123]
- item-detail: ●火災・感電の原因になることがあります。また、本製品のACアダプターを他の機器に使用することもおやめください。: [640, 316, 1109, 326]
- warning-icon: [826, 40, 848, 59]
- spec-row: [1768, 473, 2269, 493]
- item-text: 電源プラグは抜きやすい位置にあるコンセントに差し込んでください。: [69, 1255, 416, 1269]
- spec-row: [1768, 687, 2269, 708]
- item-text: 本書で指定している以外の電源は使用しないでください。: [69, 1317, 351, 1331]
- caution-icon: [826, 157, 848, 176]
- column-2: 警告 心臓ペースメーカーを装着しているときは、本機を使用しないでください。 ●電波がペースメーカーに影響を与え、誤作動の原因となります。 他の機器に電波障害などの影響が発生したときは、使用を中止してください。 ●ラジオやテレビの近くで使用すると、ノイズを与えることがあります。また近くにモーターなどの装置があると、誤作動による事故の原因になります。 注意 高温、多湿、ほこりの多い場所に保管しないでください。 ●故障や事故の原因となります。直射日光のあたる場所、ストーブのような暖房器具の近くなど高温になる場所、調理台や加湿器のそばなど油煙や湿気のあたる場所、またほこりの多い場所に放置すると火災・感電の原因になることがあります。 音が歪んだ状態で長時間使用しないでください。 ●スピーカーが発熱し、火災の原因になることがあります。 ! 機器に接続するときは、機器の音量設定を最小にしてください。 ●始めから音量を上げすぎると、突然大きな音が出て耳を傷めることがあります。音量は少しずつ上げてご使用ください。 同梱品以外のACアダプターは使用しないでください。 ●火災・感電の原因になることがあります。また、本製品のACアダプターを他の機器に使用することもおやめください。 ! お手入れをするときや、長時間使用しないときは、電源をはずしてください。 ●安全のため、電源を切り、コンセントから電源プラグを抜いてください。電池を取り付けている場合は電池を抜いてください。 電源プラグを抜くときは、ACアダプターのコードを引っ張らないでください。 ●コードが破損して火災・感電の原因になることがあります。必ずプラグを持って抜いてください。 ! 移動させるときは、電源プラグや接続したコードをはずしてください。 ●コードが破損して火災・感電の原因になることがあります。また、接続機器が落下したり転倒したりして、けがの原因になることがあります。 ブラウン管を使用したディスプレイから離して設置してください。 ●スピーカーの磁気により色むらが発生することがあります。 ! 梱包袋は安全な場所に保管してください。 ●製品を梱包していた袋は、お子様の手の届かない安全な場所に保管してください。窒息などの事故の原因になることがあります。 電池に関するご注意 ! 必ず+(プラス)と−(マイナス)を正しく挿入してください。 ! 爆発及び破損の恐れがあるので、電池を分解したり熱を加えたりショートさせないでください。 ! 長時間使用しないときは、電池を抜いて保管してください。液がない場合、液漏れの原因となります。 ! 万一、液が体についたときは傷害を起こす可能性があります。すぐにきれいな水で洗い流してください。また、液が目に入ったときは、すぐにきれいな水で洗い応急処置をした後、ただちに医師の治療を受けてください。 ! 電池は幼児の手の届かないところに保管してください。万一飲み込んだ場合は、ただちに医師に相談してください。 指定された種類の電池を使用してください。 直射日光のあたる場所、炎天下の車内、ストーブのそばなど高温になる場所での使用・放置しないでください。液漏れ、発熱、破裂などにより、火災・火傷・けがの原因になります。 直接半田付けしたり、変形・改造・分解をしないでください。 +(プラス)と−(マイナス)端子を接続しないでください。発熱や感電・火災の原因になります。 ! 電池を持ち運んだり、保管する際は必ずケースに入れて、端子部分を保護してください。キーホルダーなどの貴金属と一緒に、携帯・保管しないでください。発熱や感電・火災の原因になります。 電源コンセントや自動車のシガレットライターの差し込み口などに直接接続しないでください。 外装シール（絶縁被膜）の破れた電池を使用しないでください。 ! 使用済みの電池は接点部分にテープを貼って絶縁し、一般廃棄物として各自治体の指示にしたがって廃棄してください。 ニッケル水素充電池（エネループ等）、リチウム充電池を本製品で充電することはできません。 ! 万一、使用中に異常な音がする、異常に熱い、焦げ臭い、煙が出るなどの異常を感じたら、①けがをしないように注意しながら速やかに電池を抜いてください。②お買い上げ店またはキュリオムサポートセンターへお問い合わせください。放置すると火災や火傷の原因となります。 水や海水につけたり、端子部を濡らさないでください。 液漏れ、変色、変形、その他異常が発生した場合、使用を中止してください。 火気のある場所に電池を置かないでください。 充電した電池と放電した電池を一緒に混ぜて使用しないでください。 乾電池や容量、種類、銘柄の異なる電池を一緒に混ぜて使用しないでください。 充電池は、同時に充電した充電池をご使用ください。 電池に強い衝撃を与えたり、投げたりしないでください。 使用できる電池について 本製品でご使用になれる電池は以下の電池です。この電池以外をご使用にならないよう十分にご注意ください。 ■単3形アルカリ乾電池（推奨：パナソニック、東芝、日立マクセル、SONY等の日本メーカーが生産している電池） ■ニッケル水素充電池（推奨：パナソニック エネループ） <ご注意> ■日本のメーカー以外のアルカリ電池やニッケル水素充電池は本製品の性能を十分に発揮できない場合がありますのでご注意ください。 ■オキシライド乾電池はご使用できませんので、ご注意ください。 <ノイズについて> ■本機をご使用中に本機を電灯線、蛍光灯、携帯電話などに近付けすぎると、ノイズが入ることがあります。: [606, 35, 1121, 1593]
- disclaimer-heading: 免責事項: [1180, 1108, 1695, 1140]
- prohibited-icon: [611, 1112, 633, 1134]
- item-text: 高温、多湿、ほこりの多い場所に保管しないでください。: [640, 187, 922, 200]
- disclaimer-item: ● 本製品を日本国外で使用された場合、弊社は一切の責任を負いかねます。また、弊社は本製品に関して日本国外での技術サポート、アフターサービスなどは行っておりません。あらかじめご了承ください。: [1180, 1279, 1684, 1304]
- disclaimer-item: ● 株式会社山善の書面等の一部または全部を無断で複製、転写、転載、改変することを禁止します。: [1180, 1175, 1653, 1187]
- caution-heading: 注意: [606, 152, 1121, 184]
- instruction-icon: [611, 971, 633, 993]
- item-text: 液漏れ、変色、変形、その他異常が発生した場合、使用を中止してください。: [640, 1111, 1020, 1124]
- instruction-icon: [611, 567, 633, 588]
- no-washing-icon: [1563, 1024, 1671, 1097]
